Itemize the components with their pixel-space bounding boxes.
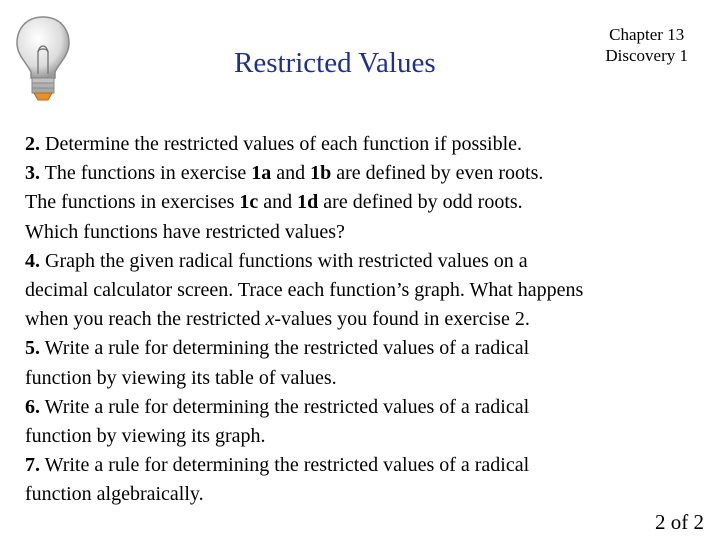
item-number: 4.	[25, 249, 40, 272]
line-text: Write a rule for determining the restricted values of a radical	[44, 337, 530, 360]
item-number: 3.	[25, 162, 40, 185]
page-number: 2 of 2	[655, 510, 704, 534]
line-text: are defined by odd roots.	[318, 191, 523, 214]
item-number: 2.	[25, 133, 40, 155]
line-12	[25, 451, 715, 480]
line-5	[25, 247, 715, 276]
lightbulb-icon	[12, 14, 74, 106]
exercise-ref: 1a	[251, 162, 272, 185]
line-8	[25, 334, 715, 363]
line-text: Write a rule for determining the restricted values of a radical	[44, 395, 530, 418]
chapter-line: Chapter 13	[609, 25, 685, 44]
line-text: Write a rule for determining the restricted values of a radical	[44, 454, 530, 477]
line-text: and	[271, 162, 311, 185]
line-13: function algebraically.	[25, 483, 204, 506]
line-text: The functions in exercises	[25, 191, 240, 214]
line-text: and	[258, 191, 298, 214]
chapter-label	[605, 24, 688, 66]
exercise-ref: 1d	[297, 191, 319, 214]
line-text: -values you found in exercise 2.	[274, 308, 530, 331]
line-11: function by viewing its graph.	[25, 425, 266, 448]
instructions	[25, 130, 715, 510]
item-number: 5.	[25, 337, 40, 360]
line-text: Graph the given radical functions with restricted values on a	[45, 249, 528, 272]
line-9: function by viewing its table of values.	[25, 366, 337, 389]
line-text: Determine the restricted values of each function if possible.	[45, 133, 523, 155]
line-1	[25, 130, 715, 159]
line-4: Which functions have restricted values?	[25, 220, 345, 243]
line-2	[25, 159, 715, 188]
line-6: decimal calculator screen. Trace each function’s graph. What happens	[25, 279, 584, 302]
exercise-ref: 1b	[310, 162, 332, 185]
line-text: The functions in exercise	[44, 162, 252, 185]
item-number: 6.	[25, 395, 40, 418]
line-7	[25, 305, 715, 334]
italic-variable: x	[265, 308, 275, 331]
exercise-ref: 1c	[239, 191, 259, 214]
line-3	[25, 188, 715, 217]
discovery-line: Discovery 1	[605, 46, 688, 65]
slide-title: Restricted Values	[234, 47, 436, 79]
line-text: when you reach the restricted	[25, 308, 266, 331]
line-text: are defined by even roots.	[331, 162, 544, 185]
item-number: 7.	[25, 454, 40, 477]
line-10	[25, 393, 715, 422]
